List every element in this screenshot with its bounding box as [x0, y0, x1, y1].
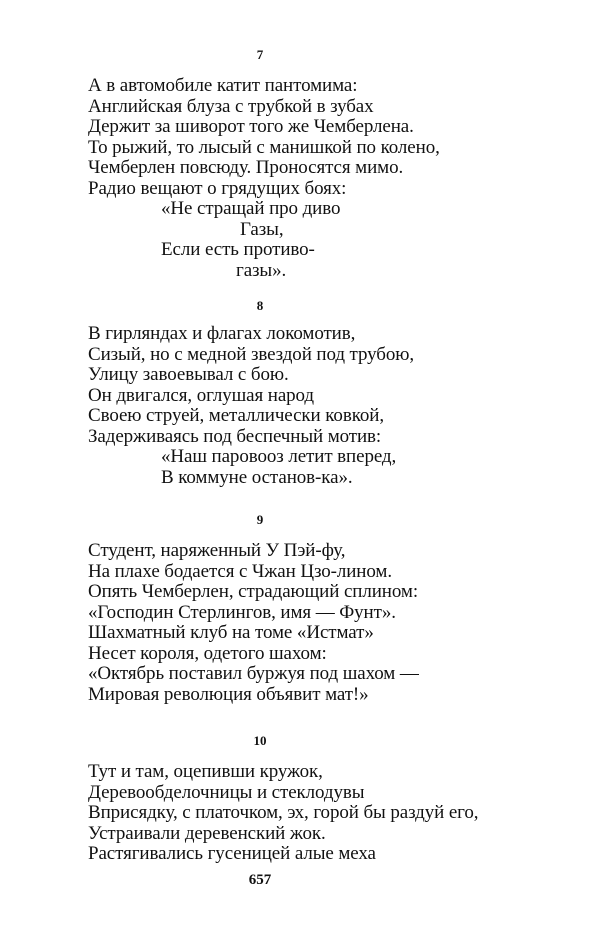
verse-line: В гирляндах и флагах локомотив, — [88, 323, 356, 344]
verse-line: Студент, наряженный У Пэй-фу, — [88, 540, 346, 561]
stanza-10 — [88, 762, 478, 865]
verse-line: То рыжий, то лысый с манишкой по колено, — [88, 136, 440, 158]
verse-line: А в автомобиле катит пантомима: — [88, 75, 358, 96]
verse-line: «Господин Стерлингов, имя — Фунт». — [88, 601, 396, 623]
verse-line: Задерживаясь под беспечный мотив: — [88, 425, 382, 447]
verse-line: Растягивались гусеницей алые меха — [88, 843, 376, 864]
verse-line: Несет короля, одетого шахом: — [88, 642, 327, 664]
verse-line: Сизый, но с медной звездой под трубою, — [88, 343, 415, 365]
stanza-7 — [88, 76, 440, 281]
verse-line: Шахматный клуб на томе «Истмат» — [88, 622, 374, 643]
stanza-8 — [88, 324, 414, 488]
verse-line: В коммуне останов-ка». — [161, 466, 353, 488]
verse-line: «Наш паровооз летит вперед, — [161, 446, 397, 467]
verse-line: «Октябрь поставил буржуя под шахом — — [88, 663, 419, 684]
page-number: 657 — [248, 872, 272, 888]
verse-line: Опять Чемберлен, страдающий сплином: — [88, 581, 419, 602]
verse-line: Радио вещают о грядущих боях: — [88, 177, 347, 199]
stanza-number: 8 — [256, 298, 264, 313]
verse-line: Английская блуза с трубкой в зубах — [88, 95, 374, 117]
verse-line: Если есть противо- — [161, 239, 315, 260]
verse-line: Деревообделочницы и стеклодувы — [88, 781, 365, 803]
verse-line: «Не стращай про диво — [161, 198, 341, 219]
verse-line: газы». — [236, 259, 287, 281]
stanza-number: 7 — [256, 47, 264, 62]
verse-line: Устраивали деревенский жок. — [88, 822, 326, 844]
verse-line: На плахе бодается с Чжан Цзо-лином. — [88, 560, 392, 582]
stanza-number: 9 — [256, 512, 264, 527]
verse-line: Вприсядку, с платочком, эх, горой бы раздуй его, — [88, 802, 479, 823]
verse-line: Он двигался, оглушая народ — [88, 384, 314, 406]
verse-line: Своею струей, металлически ковкой, — [88, 405, 384, 426]
stanza-9 — [88, 541, 419, 705]
verse-line: Держит за шиворот того же Чемберлена. — [88, 116, 414, 137]
verse-line: Мировая революция объявит мат!» — [88, 683, 369, 705]
verse-line: Газы, — [240, 218, 284, 240]
verse-line: Улицу завоевывал с бою. — [88, 364, 289, 385]
verse-line: Чемберлен повсюду. Проносятся мимо. — [88, 157, 404, 178]
stanza-number: 10 — [253, 733, 267, 748]
verse-line: Тут и там, оцепивши кружок, — [88, 761, 323, 782]
